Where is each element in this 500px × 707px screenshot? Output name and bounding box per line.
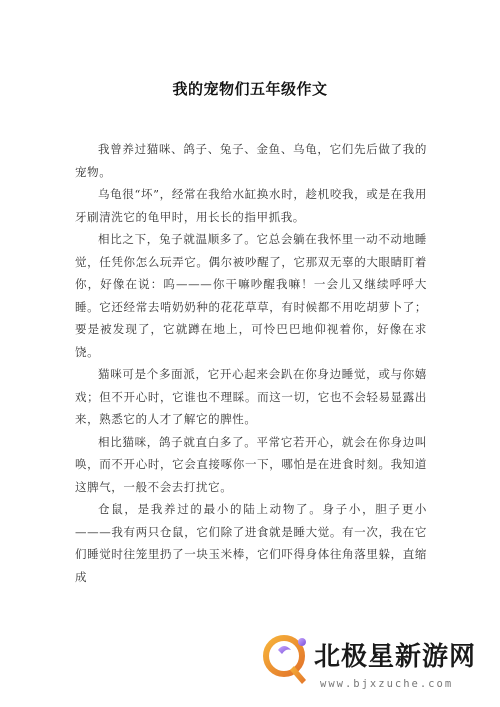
bjxzuche-logo-icon bbox=[258, 628, 314, 694]
watermark-url: www.bjxzuche.com bbox=[320, 678, 454, 690]
paragraph-3: 相比之下，兔子就温顺多了。它总会躺在我怀里一动不动地睡觉，任凭你怎么玩弄它。偶尔被吵醒了，它那双无辜的大眼睛盯着你，好像在说：呜———你干嘛吵醒我嘛！一会儿又继续呼呼大睡。它还经常去啃奶奶种的花花草草，有时候都不用吃胡萝卜了；要是被发现了，它就蹲在地上，可怜巴巴地仰视着你，好像在求饶。 bbox=[75, 232, 427, 359]
paragraph-2: 乌龟很“坏”，经常在我给水缸换水时，趁机咬我，或是在我用牙刷清洗它的龟甲时，用长长的指甲抓我。 bbox=[75, 187, 427, 224]
watermark-site-name: 北极星新游网 bbox=[314, 642, 477, 672]
paragraph-6: 仓鼠，是我养过的最小的陆上动物了。身子小，胆子更小———我有两只仓鼠，它们除了进食就是睡大觉。有一次，我在它们睡觉时往笼里扔了一块玉米棒，它们吓得身体往角落里躲，直缩成 bbox=[75, 502, 427, 584]
paragraph-4: 猫咪可是个多面派，它开心起来会趴在你身边睡觉，或与你嬉戏；但不开心时，它谁也不理睬。而这一切，它也不会轻易显露出来，熟悉它的人才了解它的脾性。 bbox=[75, 367, 427, 426]
paragraph-5: 相比猫咪，鸽子就直白多了。平常它若开心，就会在你身边叫唤，而不开心时，它会直接啄你一下，哪怕是在进食时刻。我知道这脾气，一般不会去打扰它。 bbox=[75, 434, 427, 494]
site-watermark bbox=[258, 628, 498, 703]
paragraph-1: 我曾养过猫咪、鸽子、兔子、金鱼、乌龟，它们先后做了我的宠物。 bbox=[75, 142, 427, 179]
essay-title: 我的宠物们五年级作文 bbox=[172, 80, 328, 98]
essay-body bbox=[75, 138, 427, 588]
